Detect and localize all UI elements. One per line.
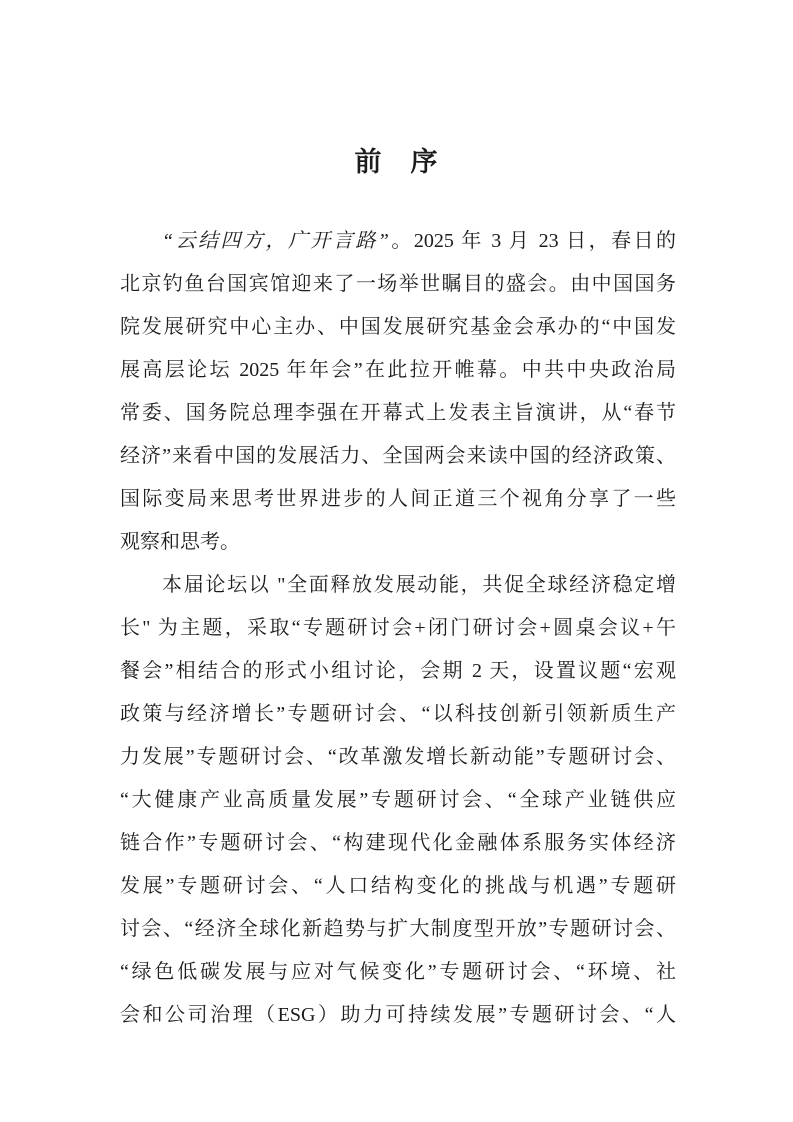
text-line — [120, 693, 676, 736]
italic-quote-segment: “云结四方，广开言路” — [162, 230, 389, 253]
text-line — [120, 478, 676, 521]
text-segment: 讨会、“经济全球化新趋势与扩大制度型开放”专题研讨会、 — [120, 918, 676, 941]
text-line — [120, 908, 676, 951]
text-segment: 本届论坛以 "全面释放发展动能，共促全球经济稳定增 — [162, 574, 676, 597]
page-title: 前 序 — [354, 147, 439, 177]
document-body — [120, 220, 676, 1037]
text-line — [120, 435, 676, 478]
text-segment: 院发展研究中心主办、中国发展研究基金会承办的“中国发 — [120, 316, 676, 339]
text-segment: 力发展”专题研讨会、“改革激发增长新动能”专题研讨会、 — [120, 746, 676, 769]
text-line — [120, 392, 676, 435]
text-segment: 观察和思考。 — [120, 531, 240, 554]
text-line — [120, 822, 676, 865]
text-line — [120, 650, 676, 693]
text-line — [120, 306, 676, 349]
text-line — [120, 263, 676, 306]
text-segment: 发展”专题研讨会、“人口结构变化的挑战与机遇”专题研 — [120, 875, 676, 898]
text-segment: 展高层论坛 2025 年年会”在此拉开帷幕。中共中央政治局 — [120, 359, 676, 382]
text-segment: 国际变局来思考世界进步的人间正道三个视角分享了一些 — [120, 488, 676, 511]
text-line — [120, 349, 676, 392]
text-line — [120, 994, 676, 1037]
text-segment: 政策与经济增长”专题研讨会、“以科技创新引领新质生产 — [120, 703, 676, 726]
text-segment: 链合作”专题研讨会、“构建现代化金融体系服务实体经济 — [120, 832, 676, 855]
text-segment: “绿色低碳发展与应对气候变化”专题研讨会、“环境、社 — [120, 961, 676, 984]
text-segment: 常委、国务院总理李强在开幕式上发表主旨演讲，从“春节 — [120, 402, 676, 425]
text-segment: 经济”来看中国的发展活力、全国两会来读中国的经济政策、 — [120, 445, 676, 468]
text-segment: 会和公司治理（ESG）助力可持续发展”专题研讨会、“人 — [120, 1004, 676, 1027]
text-line — [120, 521, 676, 564]
text-segment: 餐会”相结合的形式小组讨论，会期 2 天，设置议题“宏观 — [120, 660, 676, 683]
text-line — [120, 564, 676, 607]
text-segment: “大健康产业高质量发展”专题研讨会、“全球产业链供应 — [120, 789, 676, 812]
text-line — [120, 220, 676, 263]
text-segment: 。2025 年 3 月 23 日，春日的 — [388, 230, 676, 253]
text-line — [120, 779, 676, 822]
text-line — [120, 607, 676, 650]
text-line — [120, 736, 676, 779]
text-line — [120, 865, 676, 908]
text-segment: 北京钓鱼台国宾馆迎来了一场举世瞩目的盛会。由中国国务 — [120, 273, 676, 296]
text-line — [120, 951, 676, 994]
text-segment: 长" 为主题，采取“专题研讨会+闭门研讨会+圆桌会议+午 — [120, 617, 676, 640]
